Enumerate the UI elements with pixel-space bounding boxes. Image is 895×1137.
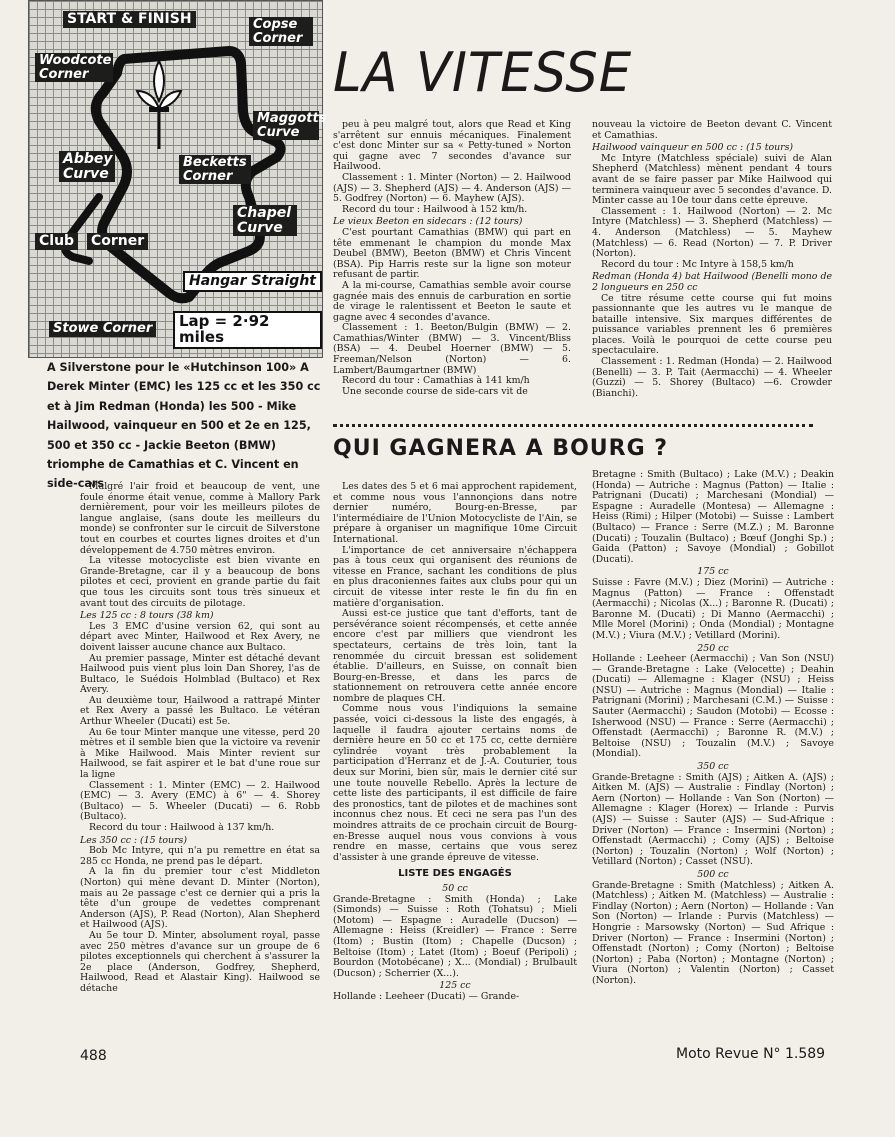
map-label-club: Club [35, 233, 78, 250]
headline: LA VITESSE [333, 41, 633, 104]
paragraph: Bretagne : Smith (Bultaco) ; Lake (M.V.) ; Deakin (Honda) — Autriche : Magnus (Patton) — Italie : Patrignani (Ducati) ; Marchesani (Mondial) — Espagne : Auradelle (Montesa) — Allemagne : Heiss (Rimi) ; Hilper (Motobi) — Suisse : Lambert (Bultaco) — France : Serre (M.Z.) ; M. Baronne (Ducati) ; Touzalin (Bultaco) ; Bœuf (Jonghi Sp.) ; Gaida (Patton) ; Savoye (Mondial) ; Gobillot (Ducati). [592, 469, 834, 565]
paragraph: Suisse : Favre (M.V.) ; Diez (Morini) — Autriche : Magnus (Patton) — France : Offenstadt (Aermacchi) ; Nicolas (X...) ; Baronne R. (Ducati) ; Baronne M. (Ducati) ; Di Manno (Aermacchi) ; Mlle Morel (Morini) ; Onda (Mondial) ; Montagne (M.V.) ; Viura (M.V.) ; Vetillard (Morini). [592, 576, 834, 641]
article-column-2 [333, 120, 571, 397]
paragraph: 50 cc [442, 882, 468, 894]
paragraph: A la mi-course, Camathias semble avoir course gagnée mais des ennuis de carburation en sortie de virage le ralentissent et Beeton le saute et gagne avec 4 secondes d'avance. [333, 279, 571, 323]
paragraph: Une seconde course de side-cars vit de [342, 385, 528, 397]
circuit-map [28, 0, 327, 358]
paragraph: Record du tour : Mc Intyre à 158,5 km/h [601, 258, 794, 270]
paragraph: Classement : 1. Hailwood (Norton) — 2. Mc Intyre (Matchless) — 3. Shepherd (Matchless) — 4. Anderson (Matchless) — 5. Mayhew (Matchless) — 6. Read (Norton) — 7. P. Driver (Norton). [592, 205, 832, 260]
paragraph: Record du tour : Hailwood à 137 km/h. [89, 822, 275, 833]
map-label-lap-length: Lap = 2·92 miles [173, 311, 322, 349]
paragraph: 175 cc [697, 566, 729, 578]
paragraph: 250 cc [697, 642, 729, 654]
map-label-corner: Corner [87, 233, 148, 250]
paragraph: Hailwood vainqueur en 500 cc : (15 tours) [592, 142, 794, 154]
map-label-chapel-curve: Chapel Curve [233, 205, 297, 236]
article-column-4 [333, 482, 577, 1003]
paragraph: Bob Mc Intyre, qui n'a pu remettre en état sa 285 cc Honda, ne prend pas le départ. [80, 845, 320, 867]
paragraph: peu à peu malgré tout, alors que Read et King s'arrêtent sur ennuis mécaniques. Finalement c'est donc Minter sur sa « Petty-tuned » Norton qui gagne avec 7 secondes d'avance sur Hailwood. [333, 119, 571, 173]
paragraph: nouveau la victoire de Beeton devant C. Vincent et Camathias. [592, 119, 832, 141]
paragraph: Ce titre résume cette course qui fut moins passionnante que les autres vu le manque de bataille intensive. Six marques différentes de puissance variables prennent les 6 premières places. Voilà le pourquoi de cette course peu spectaculaire. [592, 292, 832, 357]
map-caption: A Silverstone pour le «Hutchinson 100» A Derek Minter (EMC) les 125 cc et les 350 cc et à Jim Redman (Honda) les 500 - Mike Hailwood, vainqueur en 500 et 2e en 125, 500 et 350 cc - Jackie Beeton (BMW) triomphe de Camathias et C. Vincent en side-cars [47, 361, 321, 491]
paragraph: Le vieux Beeton en sidecars : (12 tours) [333, 216, 523, 228]
map-label-stowe-corner: Stowe Corner [49, 321, 156, 337]
paragraph: 500 cc [697, 868, 729, 880]
paragraph: Malgré l'air froid et beaucoup de vent, une foule énorme était venue, comme à Mallory Park dernièrement, pour voir les meilleurs pilotes de langue anglaise, (sans doute les meilleurs du monde) se confronter sur le circuit de Silverstone tout en courbes et courtes lignes droites et d'un développement de 4.750 mètres environ. [80, 481, 320, 556]
section-title: QUI GAGNERA A BOURG ? [333, 436, 669, 461]
paragraph: Record du tour : Hailwood à 152 km/h. [342, 203, 528, 215]
paragraph: La vitesse motocycliste est bien vivante en Grande-Bretagne, car il y a beaucoup de bons pilotes et ceci, provient en grande partie du fait que tous les circuits sont tous très sinueux et avant tout des circuits de pilotage. [80, 555, 320, 609]
magazine-issue: Moto Revue N° 1.589 [676, 1046, 826, 1062]
paragraph: Classement : 1. Redman (Honda) — 2. Hailwood (Benelli) — 3. P. Tait (Aermacchi) — 4. Wheeler (Guzzi) — 5. Shorey (Bultaco) —6. Crowder (Bianchi). [592, 356, 832, 399]
paragraph: Les 350 cc : (15 tours) [80, 834, 188, 846]
map-label-woodcote-corner: Woodcote Corner [35, 53, 113, 82]
paragraph: Au deuxième tour, Hailwood a rattrapé Minter et Rex Avery a passé les Bultaco. Le vétéran Arthur Wheeler (Ducati) est 5e. [80, 694, 320, 728]
paragraph: Au 5e tour D. Minter, absolument royal, passe avec 250 mètres d'avance sur un groupe de 6 pilotes exceptionnels qui cherchent à s'assurer la 2e place (Anderson, Godfrey, Shepherd, Hailwood, Read et Alastair King). Hailwood se détache [80, 929, 320, 994]
section-divider [333, 424, 813, 427]
paragraph: Mc Intyre (Matchless spéciale) suivi de Alan Shepherd (Matchless) mènent pendant 4 tours avant de se faire passer par Mike Hailwood qui terminera vainqueur avec 5 secondes d'avance. D. Minter casse au 10e tour dans cette épreuve. [592, 152, 832, 207]
paragraph: Classement : 1. Minter (EMC) — 2. Hailwood (EMC) — 3. Avery (EMC) à 6" — 4. Shorey (Bultaco) — 5. Wheeler (Ducati) — 6. Robb (Bultaco). [80, 779, 320, 823]
paragraph: Les 125 cc : 8 tours (38 km) [80, 610, 214, 622]
map-label-copse-corner: Copse Corner [249, 17, 313, 46]
paragraph: Les dates des 5 et 6 mai approchent rapidement, et comme nous vous l'annonçions dans notre dernier numéro, Bourg-en-Bresse, par l'intermédiaire de l'Union Motocycliste de l'Ain, se prépare à organiser un magnifique 10me Circuit International. [333, 481, 577, 545]
map-label-maggotts-curve: Maggotts Curve [253, 111, 319, 140]
paragraph: L'importance de cet anniversaire n'échappera pas à tous ceux qui organisent des réunions de vitesse en France, sachant les conditions de plus en plus draconiennes faites aux clubs pour qui un circuit de vitesse inter reste le fin du fin en matière d'organisation. [333, 544, 577, 609]
paragraph: Les 3 EMC d'usine version 62, qui sont au départ avec Minter, Hailwood et Rex Avery, ne doivent laisser aucune chance aux Bultaco. [80, 620, 320, 653]
paragraph: A la fin du premier tour c'est Middleton (Norton) qui mène devant D. Minter (Norton), mais au 2e passage c'est ce dernier qui a pris la tête d'un groupe de vedettes comprenant Anderson (AJS), P. Read (Norton), Alan Shepherd et Hailwood (AJS). [80, 866, 320, 931]
fleur-de-lis-logo [137, 61, 181, 149]
paragraph: 125 cc [439, 980, 471, 992]
paragraph: Grande-Bretagne : Smith (AJS) ; Aitken A. (AJS) ; Aitken M. (AJS) — Australie : Findlay (Norton) ; Aern (Norton) — Hollande : Van Son (Norton) — Allemagne : Klager (Horex) — Irlande : Purvis (AJS) — Suisse : Sauter (AJS) — Sud-Afrique : Driver (Norton) — France : Insermini (Norton) ; Offenstadt (Aermacchi) ; Comy (AJS) ; Beltoise (Norton) ; Touzalin (Norton) ; Wolf (Norton) ; Vetillard (Norton) ; Casset (NSU). [592, 771, 834, 868]
map-label-start-finish: START & FINISH [63, 11, 196, 28]
article-column-5 [592, 470, 834, 987]
paragraph: Record du tour : Camathias à 141 km/h [342, 375, 530, 387]
paragraph: Comme nous vous l'indiquions la semaine passée, voici ci-dessous la liste des engagés, à laquelle il faudra ajouter certains noms de dernière heure en 50 cc et 175 cc, cette dernière cylindrée voyant très probablement la participation d'Herranz et de J.-A. Couturier, tous deux sur Morini, bien sûr, mais le dernier cité sur une toute nouvelle Rebello. Après la lecture de cette liste des participants, il est difficile de faire des pronostics, tant de pilotes et de machines sont inconnus chez nous. Et ceci ne sera pas l'un des moindres attraits de ce prochain circuit de Bourg-en-Bresse auquel nous vous convions à vous rendre en masse, certains que vous serez d'assister à une grande épreuve de vitesse. [333, 703, 577, 863]
paragraph: Grande-Bretagne : Smith (Honda) ; Lake (Simonds) — Suisse : Roth (Tohatsu) ; Mieli (Motom) — Espagne : Auradelle (Ducson) — Allemagne : Heiss (Kreidler) — France : Serre (Itom) ; Bustin (Itom) ; Chapelle (Ducson) ; Beltoise (Itom) ; Latet (Itom) ; Boeuf (Peripoli) ; Bourdon (Motobécane) ; X... (Mondial) ; Brulbault (Ducson) ; Scherrier (X...). [333, 893, 577, 979]
paragraph: Grande-Bretagne : Smith (Matchless) ; Aitken A. (Matchless) ; Aitken M. (Matchless) — Australie : Findlay (Norton) ; Aern (Norton) — Hollande : Van Son (Norton) — Irlande : Purvis (Matchless) — Hongrie : Marsowsky (Norton) — Sud Afrique : Driver (Norton) — France : Insermini (Norton) ; Offenstadt (Norton) ; Comy (Norton) ; Beltoise (Norton) ; Paba (Norton) ; Montagne (Norton) ; Viura (Norton) ; Valentin (Norton) ; Casset (Norton). [592, 879, 834, 986]
page-number: 488 [80, 1048, 107, 1064]
paragraph: Au 6e tour Minter manque une vitesse, perd 20 mètres et il semble bien que la victoire va revenir à Mike Hailwood. Mais Minter revient sur Hailwood, se fait aspirer et le bat d'une roue sur la ligne [80, 726, 320, 781]
article-column-1 [80, 482, 320, 995]
article-column-3 [592, 120, 832, 399]
paragraph: Classement : 1. Beeton/Bulgin (BMW) — 2. Camathias/Winter (BMW) — 3. Vincent/Bliss (BSA) — 4. Deubel Hoerner (BMW) — 5. Freeman/Nelson (Norton) — 6. Lambert/Baumgartner (BMW) [333, 322, 571, 376]
paragraph: C'est pourtant Camathias (BMW) qui part en tête emmenant le champion du monde Max Deubel (BMW), Beeton (BMW) et Chris Vincent (BSA). Pip Harris reste sur la ligne son moteur refusant de partir. [333, 226, 571, 281]
paragraph: Au premier passage, Minter est détaché devant Hailwood puis vient plus loin Dan Shorey, l'as de Bultaco, le Suédois Holmblad (Bultaco) et Rex Avery. [80, 652, 320, 696]
paragraph: 350 cc [697, 761, 729, 773]
paragraph: LISTE DES ENGAGÉS [398, 868, 512, 880]
paragraph: Redman (Honda 4) bat Hailwood (Benelli mono de 2 longueurs en 250 cc [592, 271, 832, 293]
map-label-becketts-corner: Becketts Corner [179, 155, 251, 184]
map-label-abbey-curve: Abbey Curve [59, 151, 115, 182]
map-label-hangar-straight: Hangar Straight [183, 271, 322, 292]
paragraph: Aussi est-ce justice que tant d'efforts, tant de persévérance soient récompensés, et cette année encore c'est par milliers que viendront les spectateurs, certains de très loin, tant la renommée du circuit bressan est solidement établie. D'ailleurs, en Suisse, on connaît bien Bourg-en-Bresse, et dans les parcs de stationnement on retrouvera cette année encore nombre de plaques CH. [333, 608, 577, 704]
paragraph: Hollande : Leeheer (Ducati) — Grande- [333, 990, 520, 1002]
paragraph: Hollande : Leeheer (Aermacchi) ; Van Son (NSU) — Grande-Bretagne : Lake (Velocette) ; Deahin (Ducati) — Allemagne : Klager (NSU) ; Heiss (NSU) — Autriche : Magnus (Mondial) — Italie : Patrignani (Morini) ; Marchesani (C.M.) — Suisse : Sauter (Aermacchi) ; Saudon (Motobi) — Ecosse : Isherwood (NSU) — France : Serre (Aermacchi) ; Offenstadt (Aermacchi) ; Baronne R. (M.V.) ; Beltoise (NSU) ; Touzalin (M.V.) ; Savoye (Mondial). [592, 653, 834, 760]
paragraph: Classement : 1. Minter (Norton) — 2. Hailwood (AJS) — 3. Shepherd (AJS) — 4. Anderson (AJS) — 5. Godfrey (Norton) — 6. Mayhew (AJS). [333, 171, 571, 205]
